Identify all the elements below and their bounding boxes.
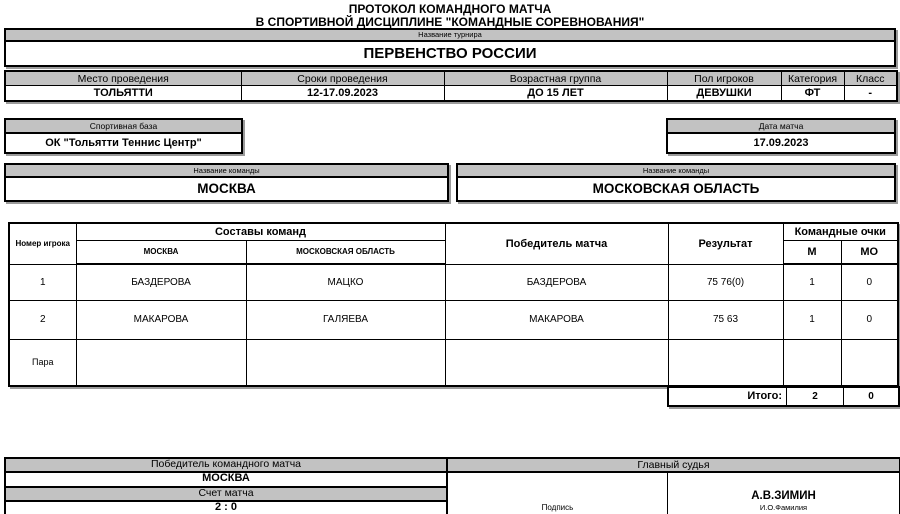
tournament-box xyxy=(4,28,896,67)
team1-name: МОСКВА xyxy=(6,178,447,200)
match-score-label: Счет матча xyxy=(6,488,446,502)
result-header: Результат xyxy=(668,223,783,264)
dates-label: Сроки проведения xyxy=(241,71,444,86)
chief-referee-label: Главный судья xyxy=(448,459,899,473)
team2-label: Название команды xyxy=(458,165,894,178)
sport-base-label: Спортивная база xyxy=(6,120,241,134)
totals-label: Итого: xyxy=(669,388,787,405)
points-mo-header: МО xyxy=(841,240,898,264)
footer-winner-score xyxy=(6,459,448,514)
team2-player: ГАЛЯЕВА xyxy=(246,300,445,339)
venue-city-value: ТОЛЬЯТТИ xyxy=(5,86,241,102)
gender-value: ДЕВУШКИ xyxy=(667,86,781,102)
category-value: ФТ xyxy=(781,86,844,102)
sport-base-box xyxy=(4,118,243,154)
player-number-header: Номер игрока xyxy=(9,223,76,264)
venue-city-label: Место проведения xyxy=(5,71,241,86)
referee-name-caption: И.О.Фамилия xyxy=(759,503,808,512)
match-winner-header: Победитель матча xyxy=(445,223,668,264)
event-info-value-row xyxy=(5,86,897,102)
match-result xyxy=(668,339,783,386)
match-number: 1 xyxy=(9,264,76,300)
signature-caption: Подпись xyxy=(541,503,574,512)
team1-column-header: МОСКВА xyxy=(76,240,246,264)
team2-player xyxy=(246,339,445,386)
team-match-winner-label: Победитель командного матча xyxy=(6,459,446,473)
match-winner: БАЗДЕРОВА xyxy=(445,264,668,300)
age-group-value: ДО 15 ЛЕТ xyxy=(444,86,667,102)
dates-value: 12-17.09.2023 xyxy=(241,86,444,102)
signature-cell xyxy=(448,473,668,514)
tournament-label: Название турнира xyxy=(6,30,894,42)
event-info-header-row xyxy=(5,71,897,86)
tournament-name: ПЕРВЕНСТВО РОССИИ xyxy=(6,42,894,65)
category-label: Категория xyxy=(781,71,844,86)
totals-m-value: 2 xyxy=(787,388,844,405)
team2-player: МАЦКО xyxy=(246,264,445,300)
team2-box xyxy=(456,163,896,202)
points-m xyxy=(783,339,841,386)
match-row-doubles xyxy=(9,339,898,386)
points-m: 1 xyxy=(783,300,841,339)
points-mo: 0 xyxy=(841,264,898,300)
team2-column-header: МОСКОВСКАЯ ОБЛАСТЬ xyxy=(246,240,445,264)
footer-block xyxy=(4,457,900,514)
totals-row xyxy=(667,386,900,407)
match-date-value: 17.09.2023 xyxy=(668,134,894,152)
points-mo: 0 xyxy=(841,300,898,339)
footer-referee xyxy=(448,459,899,514)
results-header-row-1 xyxy=(9,223,898,240)
team-points-header: Командные очки xyxy=(783,223,898,240)
match-row-2 xyxy=(9,300,898,339)
match-winner: МАКАРОВА xyxy=(445,300,668,339)
sport-base-value: ОК "Тольятти Теннис Центр" xyxy=(6,134,241,152)
event-info-table xyxy=(4,70,898,102)
match-row-1 xyxy=(9,264,898,300)
team1-label: Название команды xyxy=(6,165,447,178)
match-result: 75 63 xyxy=(668,300,783,339)
points-mo xyxy=(841,339,898,386)
match-number: 2 xyxy=(9,300,76,339)
team1-player: БАЗДЕРОВА xyxy=(76,264,246,300)
match-number: Пара xyxy=(9,339,76,386)
team-match-winner-value: МОСКВА xyxy=(6,473,446,487)
document-title xyxy=(0,3,900,28)
points-m: 1 xyxy=(783,264,841,300)
referee-name: А.В.ЗИМИН xyxy=(751,490,816,502)
match-result: 75 76(0) xyxy=(668,264,783,300)
referee-signature-area xyxy=(448,473,899,514)
totals-mo-value: 0 xyxy=(868,391,874,402)
gender-label: Пол игроков xyxy=(667,71,781,86)
class-label: Класс xyxy=(844,71,897,86)
team1-player: МАКАРОВА xyxy=(76,300,246,339)
match-date-box xyxy=(666,118,896,154)
document-title-line2: В СПОРТИВНОЙ ДИСЦИПЛИНЕ "КОМАНДНЫЕ СОРЕВНОВАНИЯ" xyxy=(255,14,645,29)
results-table xyxy=(8,222,899,387)
points-m-header: М xyxy=(783,240,841,264)
class-value: - xyxy=(844,86,897,102)
age-group-label: Возрастная группа xyxy=(444,71,667,86)
document-title-line1: ПРОТОКОЛ КОМАНДНОГО МАТЧА xyxy=(348,2,552,16)
rosters-header: Составы команд xyxy=(76,223,445,240)
team1-player xyxy=(76,339,246,386)
match-winner xyxy=(445,339,668,386)
match-date-label: Дата матча xyxy=(668,120,894,134)
match-score-value: 2 : 0 xyxy=(214,501,237,513)
team2-name: МОСКОВСКАЯ ОБЛАСТЬ xyxy=(458,178,894,200)
referee-name-cell xyxy=(668,473,899,514)
team1-box xyxy=(4,163,449,202)
